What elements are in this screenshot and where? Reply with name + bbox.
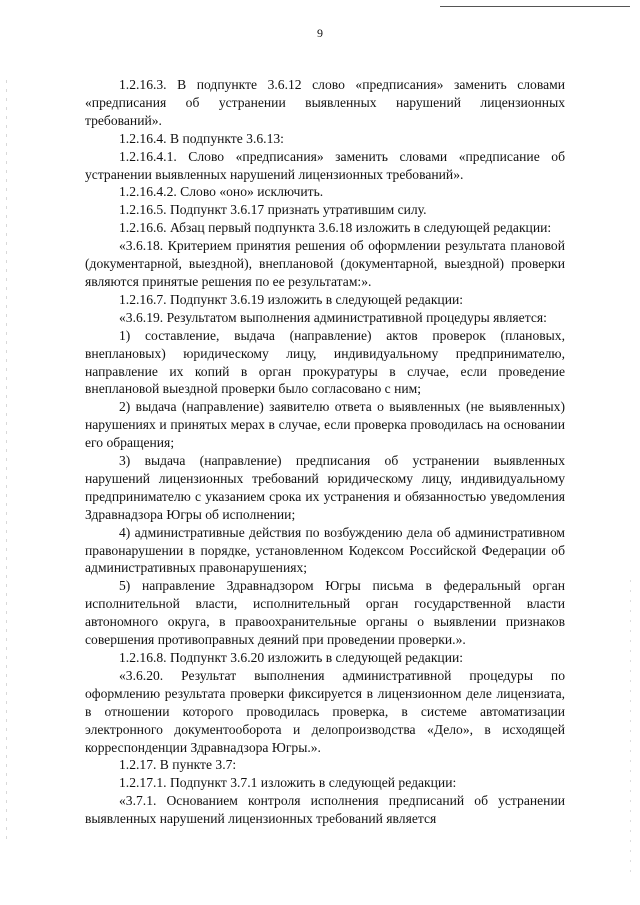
paragraph: 1.2.16.8. Подпункт 3.6.20 изложить в следующей редакции: [119, 650, 464, 665]
paragraph: 1.2.16.4.2. Слово «оно» исключить. [119, 184, 324, 200]
scan-edge-right [630, 580, 631, 880]
list-item: 5) направление Здравнадзором Югры письма в федеральный орган исполнительной власти, исполнительный орган государственной власти автономного округа, в правоохранительные органы о выявлении признаков совершения противоправных деяний при проведении проверки.». [85, 578, 565, 648]
paragraph: 1.2.16.5. Подпункт 3.6.17 признать утратившим силу. [119, 202, 427, 218]
paragraph: 1.2.16.4.1. Слово «предписания» заменить словами «предписание об устранении выявленных нарушений лицензионных требований». [85, 148, 565, 182]
list-item: 3) выдача (направление) предписания об устранении выявленных нарушений лицензионных требований юридическому лицу, индивидуальному предпринимателю с указанием срока их устранения и обязанностью уведомления Здравнадзора Югры об исполнении; [85, 453, 565, 522]
paragraph: «3.6.20. Результат выполнения административной процедуры по оформлению результата проверки фиксируется в лицензионном деле лицензиата, в отношении которого проводилась проверка, в системе автоматизации электронного документооборота и делопроизводства «Дело», в исходящей корреспонденции Здравнадзора Югры.». [85, 667, 565, 755]
document-body [85, 76, 565, 828]
list-item: 4) административные действия по возбуждению дела об административном правонарушении в порядке, установленном Кодексом Российской Федерации об административных правонарушениях; [85, 524, 565, 576]
paragraph: «3.6.19. Результатом выполнения административной процедуры является: [119, 309, 547, 325]
paragraph: «3.7.1. Основанием контроля исполнения предписаний об устранении выявленных нарушений лицензионных требований является [85, 793, 565, 827]
scan-edge-left [6, 80, 7, 840]
paragraph: 1.2.16.7. Подпункт 3.6.19 изложить в следующей редакции: [119, 291, 464, 307]
paragraph: 1.2.16.4. В подпункте 3.6.13: [119, 130, 284, 146]
top-rule [440, 6, 630, 7]
page-number: 9 [317, 26, 323, 40]
list-item: 2) выдача (направление) заявителю ответа о выявленных (не выявленных) нарушениях и принятых мерах в случае, если проверка проводилась на основании его обращения; [85, 399, 565, 451]
paragraph: 1.2.17. В пункте 3.7: [119, 757, 237, 773]
list-item: 1) составление, выдача (направление) актов проверок (плановых, внеплановых) юридическому лицу, индивидуальному предпринимателю, направление их копий в орган прокуратуры в случае, если проведение внеплановой выездной проверки было согласовано с ним; [85, 327, 565, 397]
paragraph: «3.6.18. Критерием принятия решения об оформлении результата плановой (документарной, выездной), внеплановой (документарной, выездной) проверки являются принятые решения по ее результатам:». [85, 238, 565, 289]
paragraph: 1.2.16.3. В подпункте 3.6.12 слово «предписания» заменить словами «предписания об устранении выявленных нарушений лицензионных требований». [85, 77, 565, 128]
paragraph: 1.2.16.6. Абзац первый подпункта 3.6.18 изложить в следующей редакции: [119, 220, 552, 236]
paragraph: 1.2.17.1. Подпункт 3.7.1 изложить в следующей редакции: [119, 775, 457, 791]
